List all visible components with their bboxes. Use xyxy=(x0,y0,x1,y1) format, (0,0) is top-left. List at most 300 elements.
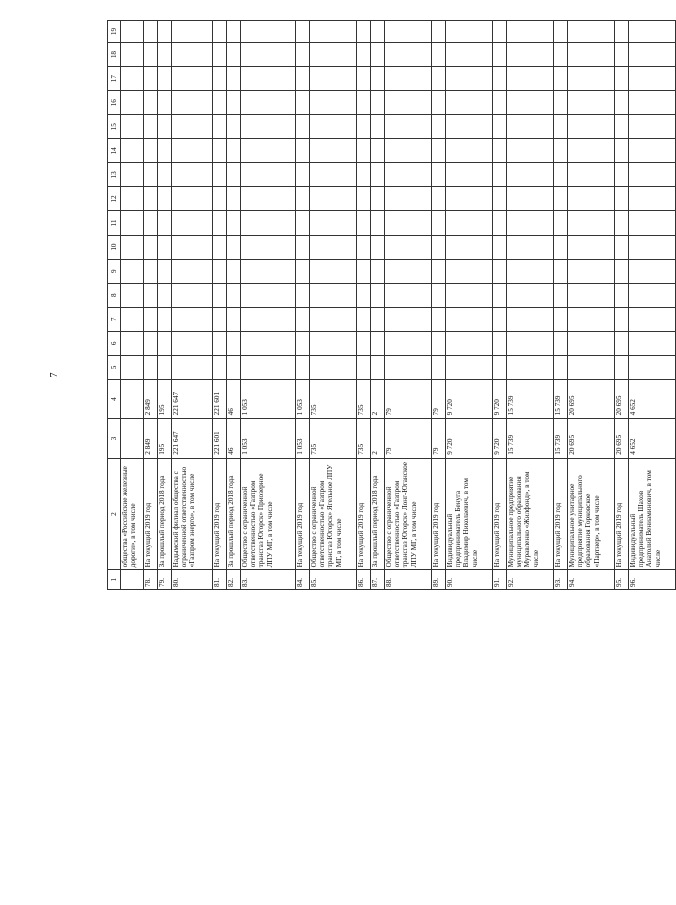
empty-cell xyxy=(432,187,446,211)
empty-cell xyxy=(144,163,158,187)
empty-cell xyxy=(629,163,676,187)
empty-cell xyxy=(568,115,615,139)
empty-cell xyxy=(158,67,172,91)
empty-cell xyxy=(615,331,629,355)
empty-cell xyxy=(493,307,507,331)
row-number: 91. xyxy=(493,570,507,590)
empty-cell xyxy=(629,139,676,163)
empty-cell xyxy=(227,235,241,259)
empty-cell xyxy=(568,139,615,163)
value-col-3 xyxy=(121,419,144,458)
empty-cell xyxy=(357,355,371,379)
empty-cell xyxy=(172,259,213,283)
empty-cell xyxy=(121,91,144,115)
rotated-sheet xyxy=(107,20,662,587)
empty-cell xyxy=(227,283,241,307)
empty-cell xyxy=(385,235,432,259)
table-row xyxy=(144,21,158,590)
empty-cell xyxy=(310,43,357,67)
row-number: 79. xyxy=(158,570,172,590)
row-number: 87. xyxy=(371,570,385,590)
empty-cell xyxy=(121,283,144,307)
empty-cell xyxy=(158,307,172,331)
value-col-3: 15 739 xyxy=(507,419,554,458)
empty-cell xyxy=(241,355,296,379)
table-row xyxy=(432,21,446,590)
empty-cell xyxy=(446,21,493,43)
column-header: 16 xyxy=(108,91,121,115)
empty-cell xyxy=(241,115,296,139)
empty-cell xyxy=(554,115,568,139)
empty-cell xyxy=(213,211,227,235)
empty-cell xyxy=(144,21,158,43)
empty-cell xyxy=(144,307,158,331)
empty-cell xyxy=(432,307,446,331)
table-row xyxy=(158,21,172,590)
row-name: Муниципальное унитарное предприятие муниципального образования Горковское «Партнер», в том числе xyxy=(568,458,615,570)
empty-cell xyxy=(507,91,554,115)
empty-cell xyxy=(357,211,371,235)
empty-cell xyxy=(432,21,446,43)
empty-cell xyxy=(296,283,310,307)
empty-cell xyxy=(385,211,432,235)
empty-cell xyxy=(121,21,144,43)
empty-cell xyxy=(493,331,507,355)
empty-cell xyxy=(493,163,507,187)
empty-cell xyxy=(296,235,310,259)
empty-cell xyxy=(213,307,227,331)
column-header: 14 xyxy=(108,139,121,163)
value-col-3: 4 652 xyxy=(629,419,676,458)
table-row xyxy=(446,21,493,590)
empty-cell xyxy=(371,235,385,259)
row-name: На текущий 2019 год xyxy=(296,458,310,570)
empty-cell xyxy=(310,115,357,139)
table-row xyxy=(493,21,507,590)
empty-cell xyxy=(493,115,507,139)
row-number: 95. xyxy=(615,570,629,590)
empty-cell xyxy=(554,307,568,331)
empty-cell xyxy=(357,67,371,91)
empty-cell xyxy=(446,235,493,259)
empty-cell xyxy=(629,67,676,91)
empty-cell xyxy=(385,115,432,139)
empty-cell xyxy=(357,259,371,283)
empty-cell xyxy=(432,283,446,307)
empty-cell xyxy=(371,21,385,43)
empty-cell xyxy=(507,43,554,67)
row-name: общества «Российские железные дороги», в том числе xyxy=(121,458,144,570)
empty-cell xyxy=(385,331,432,355)
empty-cell xyxy=(432,163,446,187)
empty-cell xyxy=(507,67,554,91)
empty-cell xyxy=(568,43,615,67)
empty-cell xyxy=(371,331,385,355)
empty-cell xyxy=(310,139,357,163)
empty-cell xyxy=(615,235,629,259)
empty-cell xyxy=(241,43,296,67)
value-col-4: 221 647 xyxy=(172,379,213,418)
empty-cell xyxy=(310,331,357,355)
empty-cell xyxy=(227,355,241,379)
column-header: 5 xyxy=(108,355,121,379)
value-col-3: 15 739 xyxy=(554,419,568,458)
row-name: На текущий 2019 год xyxy=(213,458,227,570)
row-number xyxy=(121,570,144,590)
row-name: На текущий 2019 год xyxy=(357,458,371,570)
empty-cell xyxy=(432,211,446,235)
column-header: 1 xyxy=(108,570,121,590)
value-col-4: 79 xyxy=(432,379,446,418)
empty-cell xyxy=(213,91,227,115)
empty-cell xyxy=(310,235,357,259)
empty-cell xyxy=(493,21,507,43)
empty-cell xyxy=(172,67,213,91)
row-number: 92. xyxy=(507,570,554,590)
empty-cell xyxy=(446,211,493,235)
empty-cell xyxy=(493,235,507,259)
empty-cell xyxy=(158,187,172,211)
empty-cell xyxy=(144,235,158,259)
empty-cell xyxy=(629,187,676,211)
empty-cell xyxy=(432,355,446,379)
empty-cell xyxy=(615,187,629,211)
empty-cell xyxy=(554,331,568,355)
row-name: За прошлый период 2018 года xyxy=(371,458,385,570)
empty-cell xyxy=(213,43,227,67)
value-col-4: 221 601 xyxy=(213,379,227,418)
empty-cell xyxy=(371,307,385,331)
empty-cell xyxy=(385,67,432,91)
value-col-3: 735 xyxy=(310,419,357,458)
empty-cell xyxy=(121,187,144,211)
empty-cell xyxy=(241,307,296,331)
empty-cell xyxy=(144,43,158,67)
empty-cell xyxy=(241,163,296,187)
row-name: Общество с ограниченной ответственностью «Газпром трансгаз Югорск» Лонг-Юганское ЛПУ МГ, в том числе xyxy=(385,458,432,570)
empty-cell xyxy=(241,187,296,211)
table-row xyxy=(507,21,554,590)
empty-cell xyxy=(568,91,615,115)
empty-cell xyxy=(554,43,568,67)
empty-cell xyxy=(432,259,446,283)
empty-cell xyxy=(629,235,676,259)
empty-cell xyxy=(385,355,432,379)
empty-cell xyxy=(172,283,213,307)
empty-cell xyxy=(172,163,213,187)
empty-cell xyxy=(296,307,310,331)
empty-cell xyxy=(121,67,144,91)
empty-cell xyxy=(507,187,554,211)
empty-cell xyxy=(227,91,241,115)
column-header: 13 xyxy=(108,163,121,187)
empty-cell xyxy=(432,331,446,355)
table-row xyxy=(241,21,296,590)
column-header: 10 xyxy=(108,235,121,259)
empty-cell xyxy=(446,115,493,139)
empty-cell xyxy=(310,355,357,379)
row-number: 94. xyxy=(568,570,615,590)
empty-cell xyxy=(493,283,507,307)
empty-cell xyxy=(432,91,446,115)
value-col-4: 195 xyxy=(158,379,172,418)
row-name: На текущий 2019 год xyxy=(432,458,446,570)
empty-cell xyxy=(310,283,357,307)
empty-cell xyxy=(446,283,493,307)
empty-cell xyxy=(385,21,432,43)
empty-cell xyxy=(144,187,158,211)
empty-cell xyxy=(158,235,172,259)
column-header: 2 xyxy=(108,458,121,570)
empty-cell xyxy=(554,91,568,115)
row-name: На текущий 2019 год xyxy=(615,458,629,570)
empty-cell xyxy=(371,187,385,211)
value-col-3: 195 xyxy=(158,419,172,458)
empty-cell xyxy=(446,91,493,115)
row-name: Индивидуальный предприниматель Шахов Анатолий Вениаминович, в том числе xyxy=(629,458,676,570)
value-col-4: 15 739 xyxy=(507,379,554,418)
row-number: 89. xyxy=(432,570,446,590)
value-col-4: 2 849 xyxy=(144,379,158,418)
empty-cell xyxy=(493,355,507,379)
empty-cell xyxy=(629,331,676,355)
value-col-3: 20 695 xyxy=(568,419,615,458)
empty-cell xyxy=(554,355,568,379)
empty-cell xyxy=(385,283,432,307)
empty-cell xyxy=(507,21,554,43)
table-row xyxy=(296,21,310,590)
empty-cell xyxy=(371,259,385,283)
value-col-3: 79 xyxy=(385,419,432,458)
empty-cell xyxy=(172,21,213,43)
empty-cell xyxy=(615,139,629,163)
empty-cell xyxy=(310,307,357,331)
empty-cell xyxy=(615,211,629,235)
empty-cell xyxy=(371,115,385,139)
empty-cell xyxy=(568,355,615,379)
empty-cell xyxy=(615,355,629,379)
empty-cell xyxy=(310,259,357,283)
empty-cell xyxy=(432,139,446,163)
table-row xyxy=(615,21,629,590)
empty-cell xyxy=(213,355,227,379)
empty-cell xyxy=(629,355,676,379)
empty-cell xyxy=(432,235,446,259)
column-header: 17 xyxy=(108,67,121,91)
empty-cell xyxy=(507,139,554,163)
empty-cell xyxy=(554,163,568,187)
column-header: 19 xyxy=(108,21,121,43)
empty-cell xyxy=(296,21,310,43)
value-col-3: 9 720 xyxy=(446,419,493,458)
empty-cell xyxy=(629,259,676,283)
empty-cell xyxy=(241,67,296,91)
value-col-3: 221 601 xyxy=(213,419,227,458)
empty-cell xyxy=(446,259,493,283)
row-name: За прошлый период 2018 года xyxy=(158,458,172,570)
empty-cell xyxy=(371,139,385,163)
value-col-4: 20 695 xyxy=(615,379,629,418)
empty-cell xyxy=(172,91,213,115)
column-header: 8 xyxy=(108,283,121,307)
empty-cell xyxy=(493,259,507,283)
row-name: На текущий 2019 год xyxy=(144,458,158,570)
empty-cell xyxy=(144,355,158,379)
empty-cell xyxy=(121,331,144,355)
empty-cell xyxy=(241,139,296,163)
empty-cell xyxy=(158,283,172,307)
empty-cell xyxy=(296,115,310,139)
row-name: За прошлый период 2018 года xyxy=(227,458,241,570)
empty-cell xyxy=(615,91,629,115)
empty-cell xyxy=(432,115,446,139)
empty-cell xyxy=(446,139,493,163)
column-header: 11 xyxy=(108,211,121,235)
row-number: 83. xyxy=(241,570,296,590)
empty-cell xyxy=(554,211,568,235)
empty-cell xyxy=(296,163,310,187)
empty-cell xyxy=(144,115,158,139)
empty-cell xyxy=(144,211,158,235)
empty-cell xyxy=(615,259,629,283)
empty-cell xyxy=(357,235,371,259)
empty-cell xyxy=(172,211,213,235)
empty-cell xyxy=(310,187,357,211)
row-name: На текущий 2019 год xyxy=(554,458,568,570)
empty-cell xyxy=(357,187,371,211)
row-number: 80. xyxy=(172,570,213,590)
empty-cell xyxy=(385,43,432,67)
empty-cell xyxy=(213,163,227,187)
empty-cell xyxy=(296,139,310,163)
value-col-4: 1 053 xyxy=(241,379,296,418)
empty-cell xyxy=(158,331,172,355)
empty-cell xyxy=(241,235,296,259)
empty-cell xyxy=(158,355,172,379)
table-row xyxy=(568,21,615,590)
value-col-4: 46 xyxy=(227,379,241,418)
empty-cell xyxy=(227,211,241,235)
empty-cell xyxy=(357,307,371,331)
table-row xyxy=(310,21,357,590)
empty-cell xyxy=(172,235,213,259)
empty-cell xyxy=(144,283,158,307)
empty-cell xyxy=(296,187,310,211)
empty-cell xyxy=(493,187,507,211)
empty-cell xyxy=(554,235,568,259)
empty-cell xyxy=(507,283,554,307)
row-number: 82. xyxy=(227,570,241,590)
row-number: 85. xyxy=(310,570,357,590)
value-col-4: 735 xyxy=(310,379,357,418)
empty-cell xyxy=(615,115,629,139)
empty-cell xyxy=(446,355,493,379)
empty-cell xyxy=(446,67,493,91)
empty-cell xyxy=(507,115,554,139)
empty-cell xyxy=(568,21,615,43)
empty-cell xyxy=(213,139,227,163)
empty-cell xyxy=(357,115,371,139)
column-header: 3 xyxy=(108,419,121,458)
empty-cell xyxy=(568,259,615,283)
empty-cell xyxy=(568,67,615,91)
empty-cell xyxy=(121,235,144,259)
row-number: 86. xyxy=(357,570,371,590)
row-number: 93. xyxy=(554,570,568,590)
value-col-3: 2 849 xyxy=(144,419,158,458)
empty-cell xyxy=(629,115,676,139)
empty-cell xyxy=(213,259,227,283)
empty-cell xyxy=(158,115,172,139)
empty-cell xyxy=(507,235,554,259)
value-col-3: 1 053 xyxy=(241,419,296,458)
empty-cell xyxy=(121,259,144,283)
empty-cell xyxy=(554,283,568,307)
value-col-3: 9 720 xyxy=(493,419,507,458)
empty-cell xyxy=(158,211,172,235)
value-col-4: 9 720 xyxy=(493,379,507,418)
empty-cell xyxy=(507,307,554,331)
empty-cell xyxy=(172,139,213,163)
table-row xyxy=(554,21,568,590)
empty-cell xyxy=(213,235,227,259)
empty-cell xyxy=(144,331,158,355)
empty-cell xyxy=(227,21,241,43)
empty-cell xyxy=(385,307,432,331)
empty-cell xyxy=(615,21,629,43)
row-name: Муниципальное предприятие муниципального образования Муравленко «Жилфонд», в том числе xyxy=(507,458,554,570)
empty-cell xyxy=(507,355,554,379)
empty-cell xyxy=(121,43,144,67)
table-row xyxy=(172,21,213,590)
empty-cell xyxy=(227,43,241,67)
empty-cell xyxy=(385,91,432,115)
empty-cell xyxy=(144,139,158,163)
empty-cell xyxy=(568,283,615,307)
empty-cell xyxy=(227,307,241,331)
empty-cell xyxy=(144,91,158,115)
empty-cell xyxy=(172,187,213,211)
empty-cell xyxy=(158,163,172,187)
empty-cell xyxy=(371,355,385,379)
row-number: 90. xyxy=(446,570,493,590)
empty-cell xyxy=(296,259,310,283)
empty-cell xyxy=(629,91,676,115)
empty-cell xyxy=(446,307,493,331)
column-header: 6 xyxy=(108,331,121,355)
empty-cell xyxy=(357,43,371,67)
empty-cell xyxy=(446,163,493,187)
column-header: 12 xyxy=(108,187,121,211)
empty-cell xyxy=(385,259,432,283)
empty-cell xyxy=(615,307,629,331)
empty-cell xyxy=(158,21,172,43)
empty-cell xyxy=(507,211,554,235)
empty-cell xyxy=(371,211,385,235)
value-col-4 xyxy=(121,379,144,418)
row-number: 84. xyxy=(296,570,310,590)
empty-cell xyxy=(446,43,493,67)
empty-cell xyxy=(121,115,144,139)
empty-cell xyxy=(296,355,310,379)
empty-cell xyxy=(493,211,507,235)
empty-cell xyxy=(158,91,172,115)
empty-cell xyxy=(357,139,371,163)
empty-cell xyxy=(554,259,568,283)
empty-cell xyxy=(213,67,227,91)
empty-cell xyxy=(493,43,507,67)
row-number: 78. xyxy=(144,570,158,590)
